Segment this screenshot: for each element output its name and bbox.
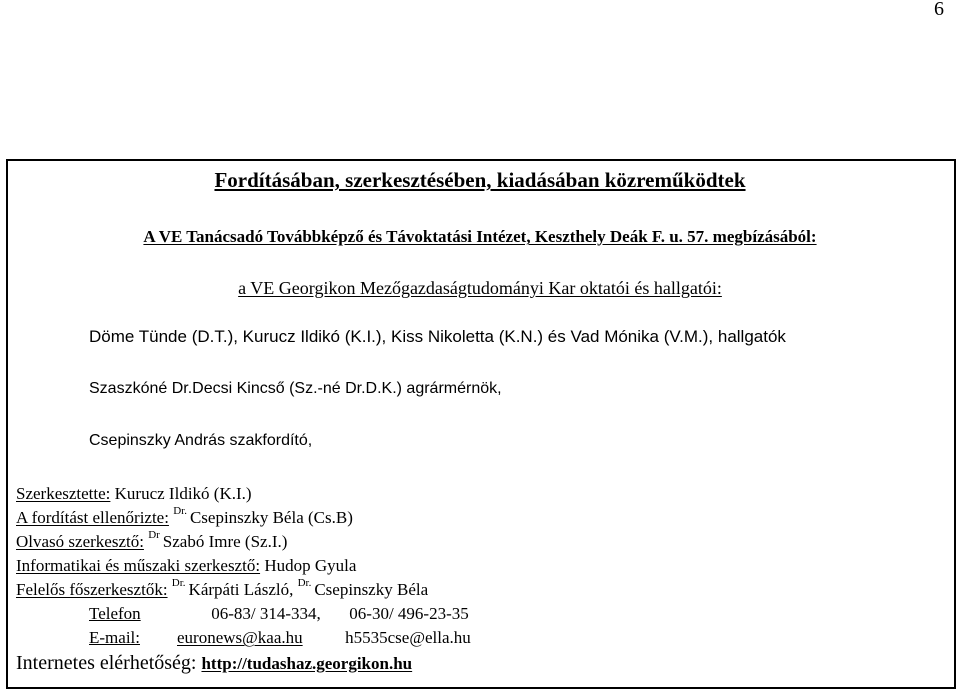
checked-label: A fordítást ellenőrizte: — [16, 508, 169, 527]
email-label: E-mail: — [89, 628, 140, 647]
reader-row — [16, 529, 288, 552]
reader-label: Olvasó szerkesztő: — [16, 532, 144, 551]
it-editor-value: Hudop Gyula — [260, 556, 357, 575]
email-1-link[interactable]: euronews@kaa.hu — [177, 628, 303, 647]
editor-row — [16, 484, 252, 504]
it-editor-label: Informatikai és műszaki szerkesztő: — [16, 556, 261, 575]
phone-label: Telefon — [89, 604, 141, 623]
chief-editors-row — [16, 577, 429, 600]
web-label: Internetes elérhetőség: — [16, 652, 197, 674]
phone-row — [89, 604, 469, 624]
credits-heading: Fordításában, szerkesztésében, kiadásában közreműködtek — [214, 168, 746, 192]
reader-value: Szabó Imre (Sz.I.) — [162, 532, 288, 551]
engineer-line: Szaszkóné Dr.Decsi Kincső (Sz.-né Dr.D.K.) agrármérnök, — [89, 380, 502, 397]
email-2: h5535cse@ella.hu — [345, 628, 471, 647]
students-line: Döme Tünde (D.T.), Kurucz Ildikó (K.I.), Kiss Nikoletta (K.N.) és Vad Mónika (V.M.), hallgatók — [89, 327, 786, 346]
chief-2-name: Csepinszky Béla — [314, 580, 429, 599]
editor-value: Kurucz Ildikó (K.I.) — [110, 484, 252, 503]
page-number: 6 — [934, 0, 944, 20]
faculty-line: a VE Georgikon Mezőgazdaságtudományi Kar oktatói és hallgatói: — [238, 278, 722, 298]
phone-2: 06-30/ 496-23-35 — [349, 604, 469, 623]
commission-line: A VE Tanácsadó Továbbképző és Távoktatási Intézet, Keszthely Deák F. u. 57. megbízásából: — [143, 227, 817, 246]
chief-1-name: Kárpáti László, — [188, 580, 294, 599]
translator-line: Csepinszky András szakfordító, — [89, 432, 313, 449]
editor-label: Szerkesztette: — [16, 484, 111, 503]
phone-1: 06-83/ 314-334, — [211, 604, 321, 623]
reader-title: Dr — [148, 529, 160, 541]
checked-value: Csepinszky Béla (Cs.B) — [189, 508, 353, 527]
it-editor-row — [16, 556, 356, 576]
checked-title: Dr. — [173, 505, 187, 517]
checked-row — [16, 505, 353, 528]
web-row — [16, 652, 412, 675]
website-link[interactable]: http://tudashaz.georgikon.hu — [201, 654, 413, 673]
chief-2-title: Dr. — [297, 577, 312, 589]
chief-1-title: Dr. — [171, 577, 186, 589]
chief-editors-label: Felelős főszerkesztők: — [16, 580, 168, 599]
email-row — [89, 628, 471, 648]
